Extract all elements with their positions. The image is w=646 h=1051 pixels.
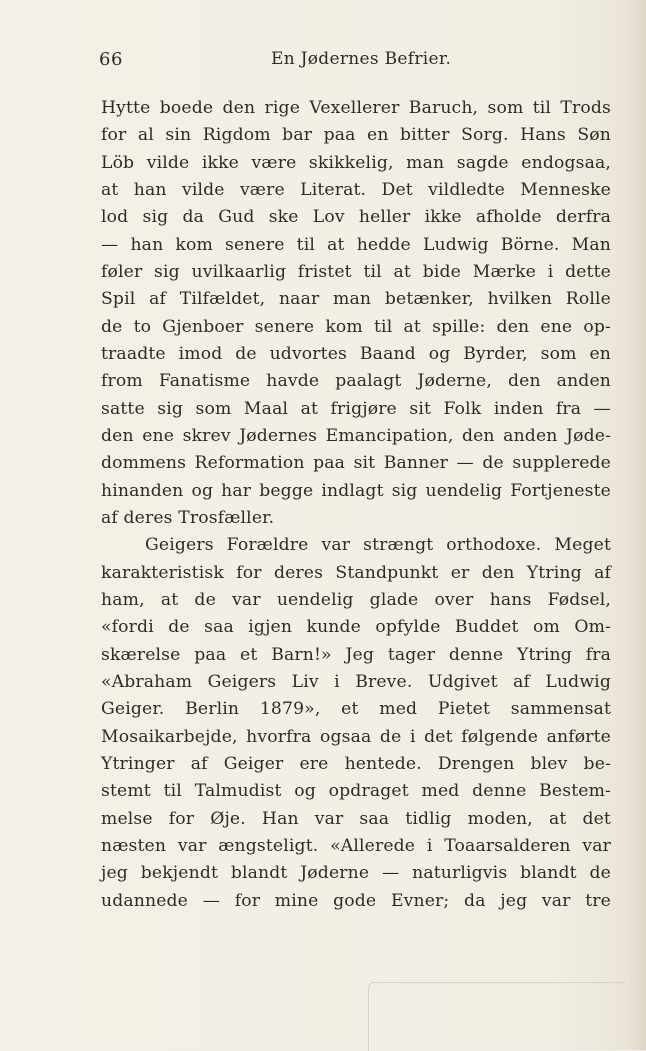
text-line: Geigers Forældre var strængt orthodoxe. Meget — [145, 535, 611, 556]
text-line: Löb vilde ikke være skikkelig, man sagde endogsaa, — [101, 152, 611, 173]
page-edge-mark — [368, 982, 625, 1051]
text-line: jeg bekjendt blandt Jøderne — naturligvis blandt de — [101, 863, 611, 884]
text-line: den ene skrev Jødernes Emancipation, den anden Jøde- — [101, 425, 611, 446]
text-line: lod sig da Gud ske Lov heller ikke afholde derfra — [101, 207, 611, 228]
text-line: skærelse paa et Barn!» Jeg tager denne Ytring fra — [101, 644, 611, 665]
text-line: at han vilde være Literat. Det vildledte Menneske — [101, 179, 611, 200]
text-line: — han kom senere til at hedde Ludwig Börne. Man — [101, 234, 611, 255]
text-line: de to Gjenboer senere kom til at spille: den ene op- — [101, 316, 611, 337]
page-header — [99, 49, 611, 73]
text-line: udannede — for mine gode Evner; da jeg var tre — [101, 890, 611, 911]
text-line: from Fanatisme havde paalagt Jøderne, den anden — [101, 371, 611, 392]
text-line: satte sig som Maal at frigjøre sit Folk inden fra — — [101, 398, 611, 419]
text-line: Hytte boede den rige Vexellerer Baruch, som til Trods — [101, 98, 611, 118]
paragraph-2 — [101, 532, 611, 915]
text-line: dommens Reformation paa sit Banner — de supplerede — [101, 453, 611, 474]
text-line: melse for Øje. Han var saa tidlig moden, at det — [101, 808, 611, 829]
text-line: stemt til Talmudist og opdraget med denne Bestem- — [101, 781, 611, 802]
running-title: En Jødernes Befrier. — [271, 49, 452, 69]
text-line: «fordi de saa igjen kunde opfylde Buddet om Om- — [101, 617, 611, 638]
text-line: næsten var ængsteligt. «Allerede i Toaarsalderen var — [101, 835, 611, 856]
text-line: traadte imod de udvortes Baand og Byrder, som en — [101, 343, 611, 364]
text-line: Mosaikarbejde, hvorfra ogsaa de i det følgende anførte — [101, 726, 611, 747]
paragraph-1 — [101, 95, 611, 532]
text-line: Geiger. Berlin 1879», et med Pietet sammensat — [101, 699, 611, 720]
text-line: Spil af Tilfældet, naar man betænker, hvilken Rolle — [101, 289, 611, 310]
body-text — [101, 95, 611, 915]
text-line: hinanden og har begge indlagt sig uendelig Fortjeneste — [101, 480, 611, 501]
text-line: ham, at de var uendelig glade over hans Fødsel, — [101, 589, 611, 610]
text-line: af deres Trosfæller. — [101, 507, 275, 528]
text-line: karakteristisk for deres Standpunkt er den Ytring af — [101, 562, 611, 583]
text-line: «Abraham Geigers Liv i Breve. Udgivet af Ludwig — [101, 671, 611, 692]
text-line: for al sin Rigdom bar paa en bitter Sorg. Hans Søn — [101, 125, 611, 146]
text-line: føler sig uvilkaarlig fristet til at bide Mærke i dette — [101, 261, 611, 282]
page-number: 66 — [99, 49, 123, 70]
text-line: Ytringer af Geiger ere hentede. Drengen blev be- — [101, 753, 611, 774]
